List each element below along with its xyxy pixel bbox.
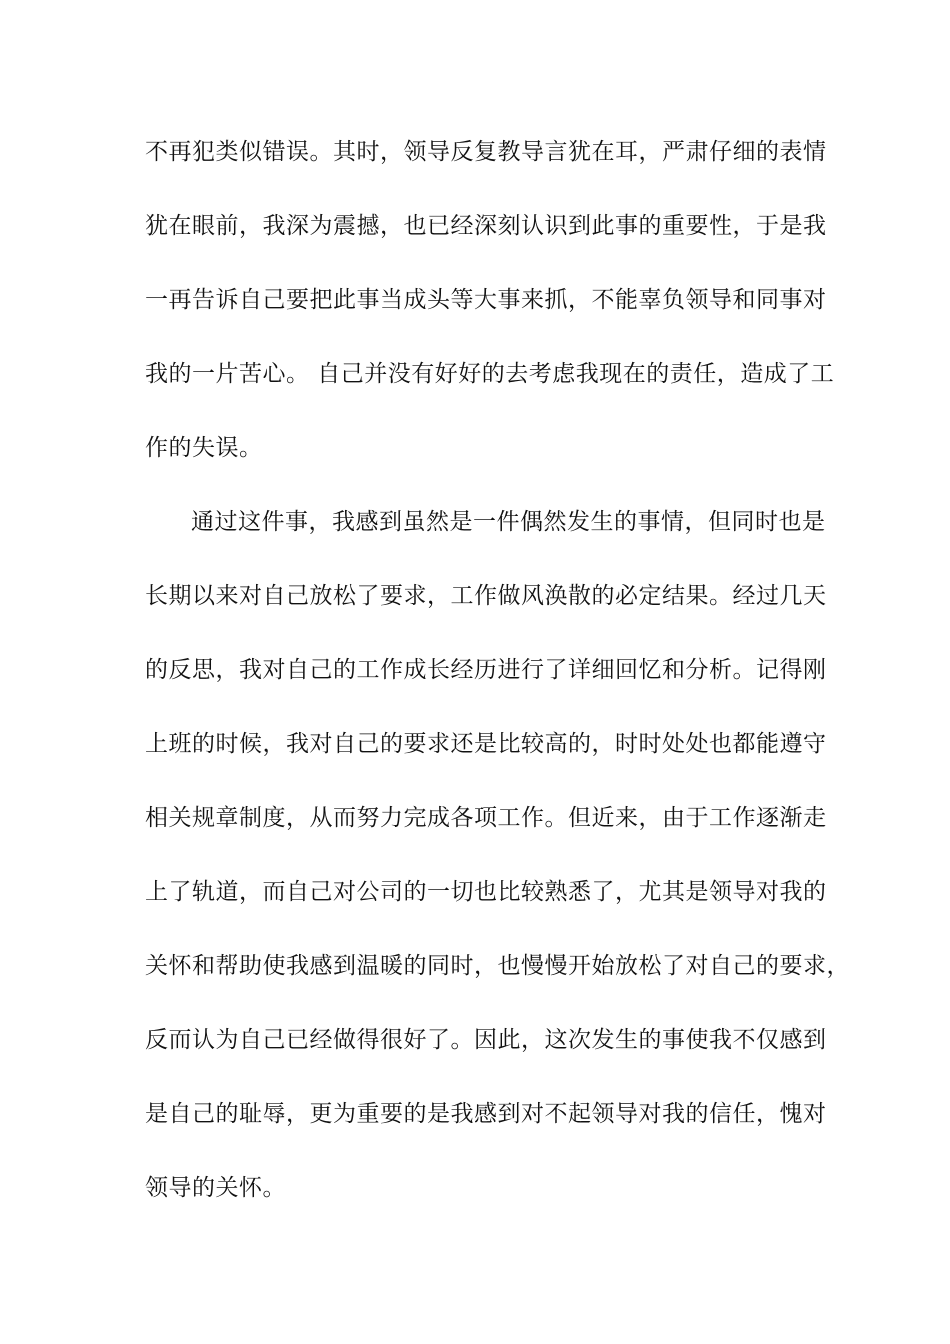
text-line: 一再告诉自己要把此事当成头等大事来抓，不能辜负领导和同事对 bbox=[145, 287, 827, 313]
paragraph-2 bbox=[145, 502, 850, 1242]
text-line: 的反思，我对自己的工作成长经历进行了详细回忆和分析。记得刚 bbox=[145, 657, 827, 683]
text-line: 长期以来对自己放松了要求，工作做风涣散的必定结果。经过几天 bbox=[145, 583, 827, 609]
paragraph-1 bbox=[145, 132, 835, 502]
text-line: 我的一片苦心。 自己并没有好好的去考虑我现在的责任，造成了工 bbox=[145, 361, 835, 387]
text-line: 上班的时候，我对自己的要求还是比较高的，时时处处也都能遵守 bbox=[145, 731, 827, 757]
text-line: 犹在眼前，我深为震撼，也已经深刻认识到此事的重要性，于是我 bbox=[145, 213, 827, 239]
text-line: 是自己的耻辱，更为重要的是我感到对不起领导对我的信任，愧对 bbox=[145, 1101, 827, 1127]
document-body bbox=[145, 132, 850, 1242]
text-line: 关怀和帮助使我感到温暖的同时，也慢慢开始放松了对自己的要求， bbox=[145, 953, 850, 979]
text-line: 反而认为自己已经做得很好了。因此，这次发生的事使我不仅感到 bbox=[145, 1027, 827, 1053]
text-line: 通过这件事，我感到虽然是一件偶然发生的事情，但同时也是 bbox=[191, 509, 826, 535]
text-line: 相关规章制度，从而努力完成各项工作。但近来，由于工作逐渐走 bbox=[145, 805, 827, 831]
text-line: 领导的关怀。 bbox=[145, 1175, 286, 1201]
text-line: 不再犯类似错误。其时，领导反复教导言犹在耳，严肃仔细的表情 bbox=[145, 139, 827, 165]
text-line: 上了轨道，而自己对公司的一切也比较熟悉了，尤其是领导对我的 bbox=[145, 879, 827, 905]
text-line: 作的失误。 bbox=[145, 435, 263, 461]
